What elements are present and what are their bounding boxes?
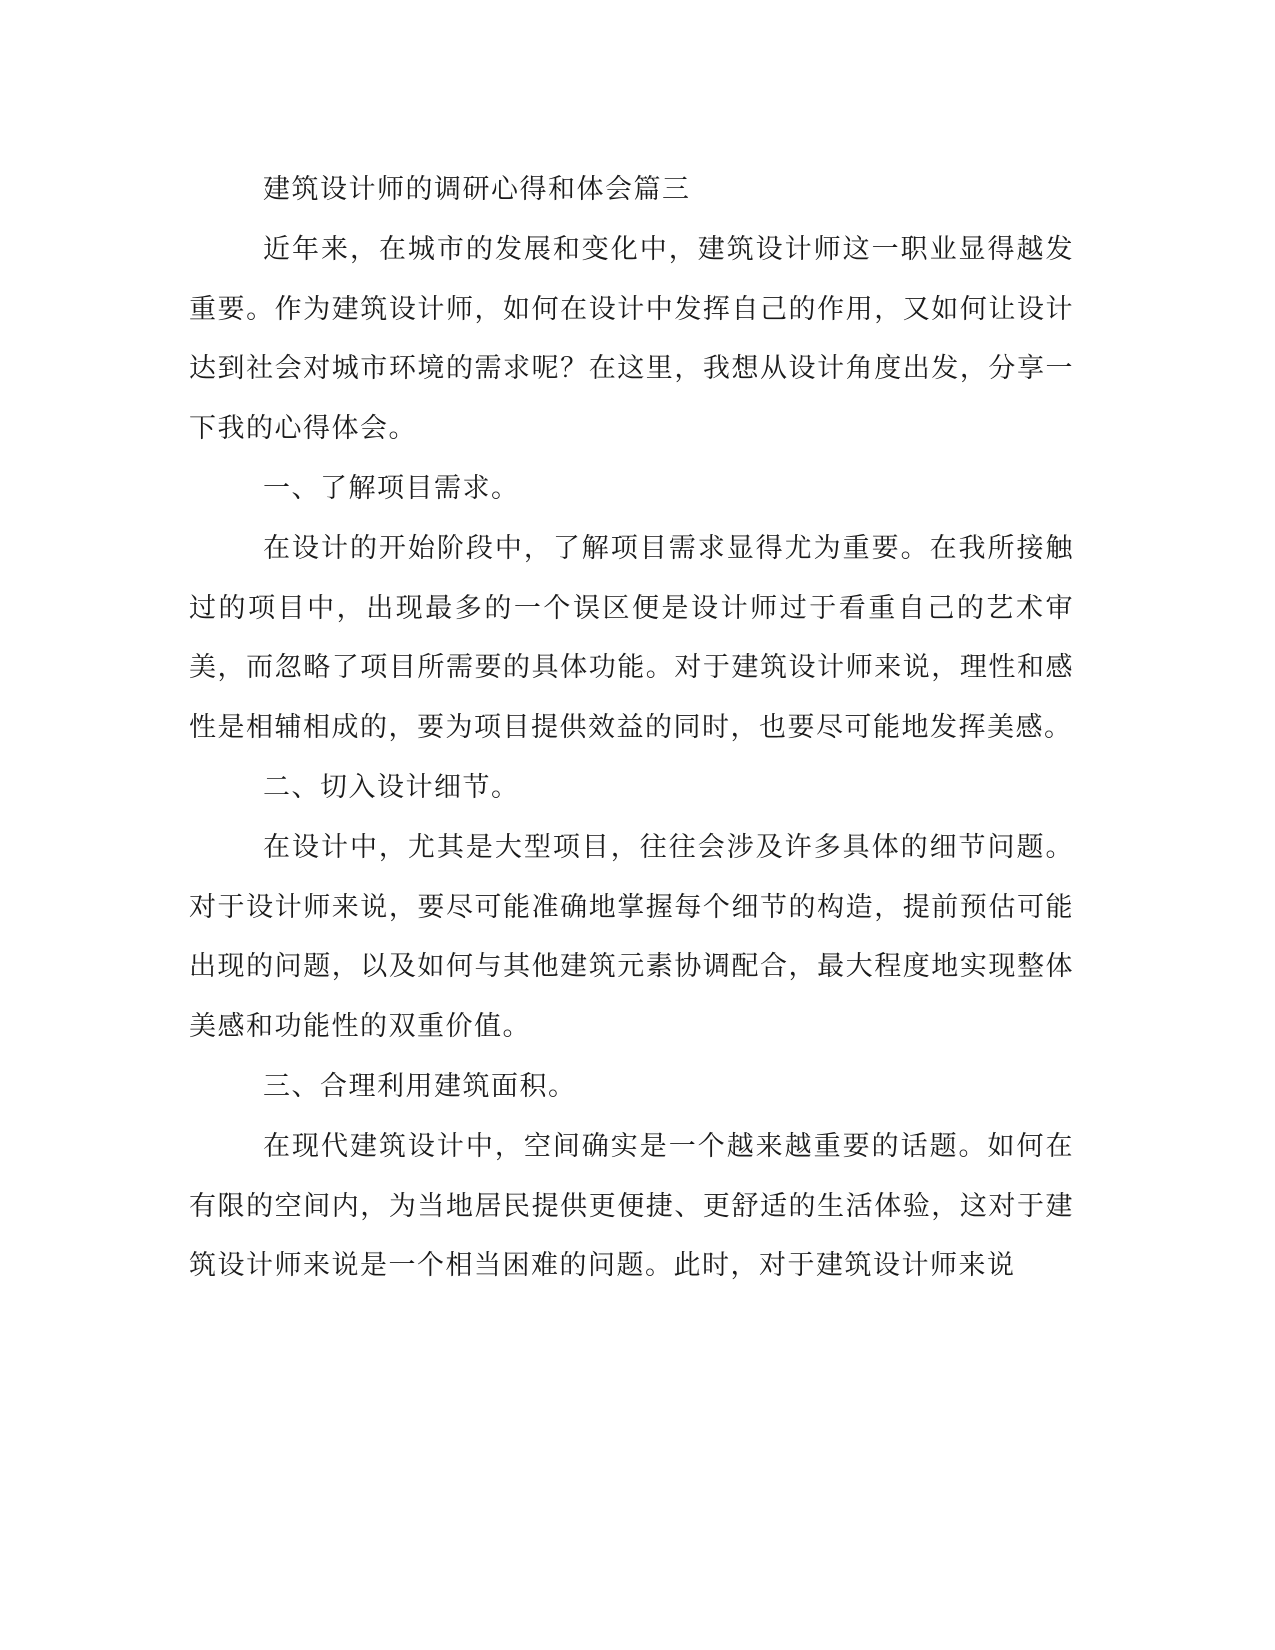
paragraph-section-2: 在设计中，尤其是大型项目，往往会涉及许多具体的细节问题。对于设计师来说，要尽可能准确地掌握每个细节的构造，提前预估可能出现的问题，以及如何与其他建筑元素协调配合，最大程度地实现整体美感和功能性的双重价值。: [189, 831, 1074, 1043]
document-title: 建筑设计师的调研心得和体会篇三: [263, 174, 691, 205]
paragraph-section-1: 在设计的开始阶段中，了解项目需求显得尤为重要。在我所接触过的项目中，出现最多的一个误区便是设计师过于看重自己的艺术审美，而忽略了项目所需要的具体功能。对于建筑设计师来说，理性和感性是相辅相成的，要为项目提供效益的同时，也要尽可能地发挥美感。: [189, 532, 1074, 744]
section-heading-3: 三、合理利用建筑面积。: [263, 1070, 577, 1102]
paragraph-section-3: 在现代建筑设计中，空间确实是一个越来越重要的话题。如何在有限的空间内，为当地居民提供更便捷、更舒适的生活体验，这对于建筑设计师来说是一个相当困难的问题。此时，对于建筑设计师来说: [189, 1130, 1074, 1282]
paragraph-intro: 近年来，在城市的发展和变化中，建筑设计师这一职业显得越发重要。作为建筑设计师，如何在设计中发挥自己的作用，又如何让设计达到社会对城市环境的需求呢？在这里，我想从设计角度出发，分享一下我的心得体会。: [189, 233, 1074, 445]
section-heading-2: 二、切入设计细节。: [263, 771, 520, 803]
section-heading-1: 一、了解项目需求。: [263, 472, 520, 504]
document-body: [189, 160, 1074, 1296]
